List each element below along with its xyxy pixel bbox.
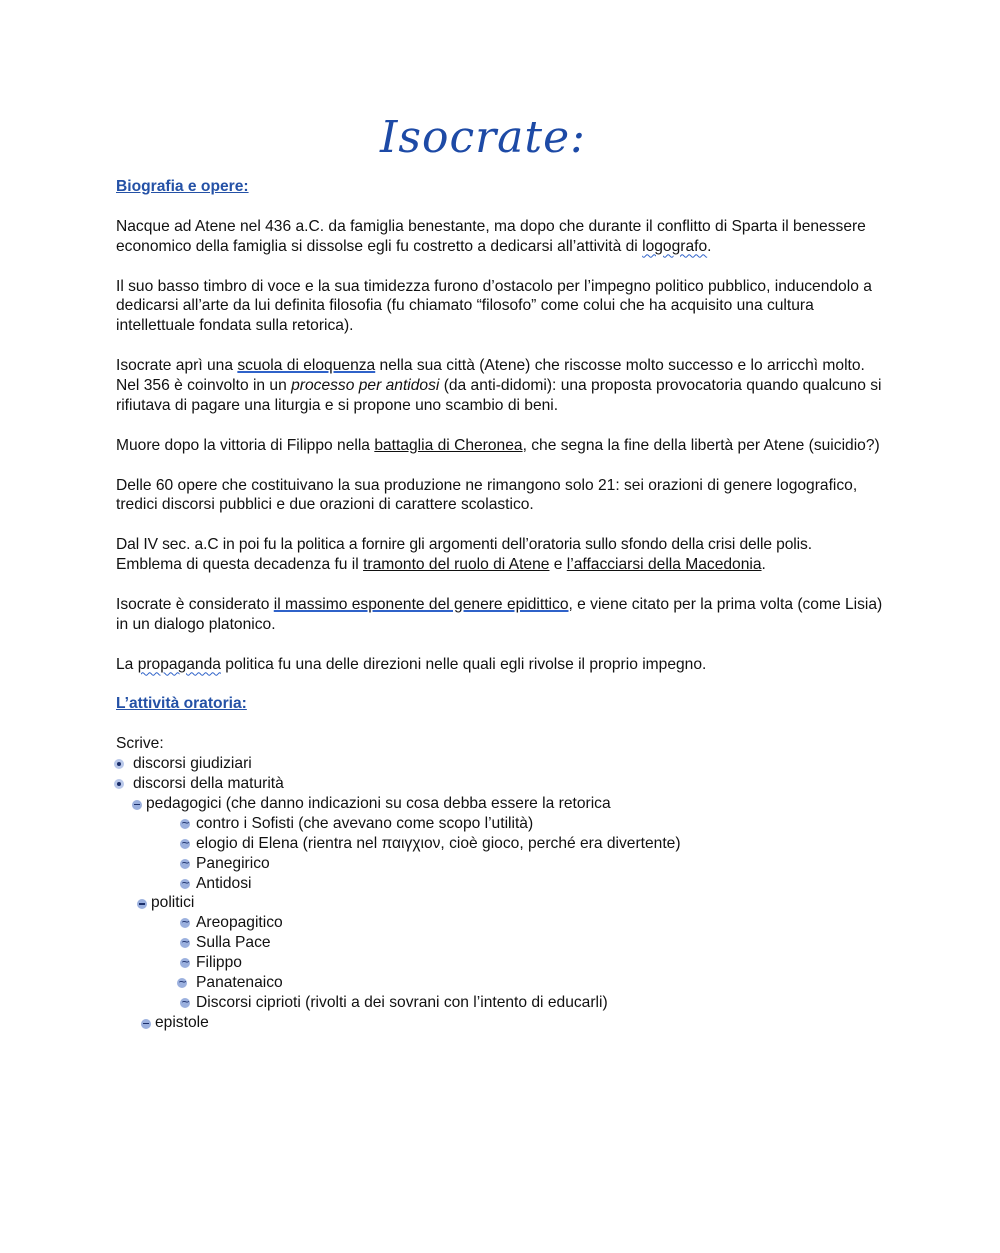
tilde-bullet-icon xyxy=(180,998,190,1008)
paragraph-voice: Il suo basso timbro di voce e la sua timidezza furono d’ostacolo per l’impegno politico pubblico, inducendolo a dedicarsi all’arte da lui definita filosofia (fu chiamato “filosofo” come colui che ha acquisito una cultura intellettuale fondata sulla retorica). xyxy=(116,277,872,335)
paragraph-antidosi: Nel 356 è coinvolto in un processo per antidosi (da anti-didomi): una proposta provocatoria quando qualcuno si rifiutava di pagare una liturgia e si propone uno scambio di beni. xyxy=(116,377,882,414)
underlined-scuola-di-eloquenza: scuola di eloquenza xyxy=(237,357,376,375)
list-item: ~ Panatenaico xyxy=(116,973,896,993)
tilde-bullet-icon xyxy=(180,938,190,948)
paragraph-epidittico: Isocrate è considerato il massimo esponente del genere epidittico, e viene citato per la prima volta (come Lisia) in un dialogo platonico. xyxy=(116,595,883,633)
tilde-bullet-icon xyxy=(180,958,190,968)
tilde-bullet-icon xyxy=(180,879,190,889)
paragraph-birth: Nacque ad Atene nel 436 a.C. da famiglia benestante, ma dopo che durante il conflitto di Sparta il benessere economico della famiglia si dissolse egli fu costretto a dedicarsi all’attività di logografo. xyxy=(116,217,866,255)
list-item: epistole xyxy=(116,1013,896,1033)
section-heading-biografia: Biografia e opere: xyxy=(116,178,249,195)
document-body xyxy=(116,177,896,1033)
paragraph-school: Isocrate aprì una scuola di eloquenza nella sua città (Atene) che riscosse molto successo e lo arricchì molto. xyxy=(116,357,865,375)
paragraph-propaganda: La propaganda politica fu una delle direzioni nelle quali egli rivolse il proprio impegno. xyxy=(116,655,707,673)
list-item: pedagogici (che danno indicazioni su cosa debba essere la retorica xyxy=(116,794,896,814)
list-item: discorsi giudiziari xyxy=(116,754,896,774)
page-title: Isocrate: xyxy=(380,112,586,163)
tilde-bullet-icon xyxy=(180,819,190,829)
underlined-massimo-esponente: il massimo esponente del genere epidittico xyxy=(273,595,569,613)
tilde-bullet-icon xyxy=(177,978,187,988)
list-item: discorsi della maturità xyxy=(116,774,896,794)
list-item: ~ Antidosi xyxy=(116,874,896,894)
list-item: ~ contro i Sofisti (che avevano come scopo l’utilità) xyxy=(116,814,896,834)
dash-bullet-icon xyxy=(141,1019,151,1029)
list-item: ~ Panegirico xyxy=(116,854,896,874)
bullet-icon xyxy=(114,779,124,789)
list-item: politici xyxy=(116,893,896,913)
list-item: ~ Areopagitico xyxy=(116,913,896,933)
bullet-icon xyxy=(114,759,124,769)
underlined-affacciarsi-macedonia: l’affacciarsi della Macedonia xyxy=(566,556,762,574)
list-item: ~ Sulla Pace xyxy=(116,933,896,953)
list-item: ~ Discorsi ciprioti (rivolti a dei sovrani con l’intento di educarli) xyxy=(116,993,896,1013)
spellcheck-word-propaganda: propaganda xyxy=(137,655,221,673)
italic-processo-per-antidosi: processo per antidosi xyxy=(291,377,440,395)
tilde-bullet-icon xyxy=(180,859,190,869)
paragraph-works: Delle 60 opere che costituivano la sua produzione ne rimangono solo 21: sei orazioni di genere logografico, tredici discorsi pubblici e due orazioni di carattere scolastico. xyxy=(116,476,858,514)
underlined-tramonto-atene: tramonto del ruolo di Atene xyxy=(363,556,550,574)
tilde-bullet-icon xyxy=(180,918,190,928)
list-item: ~ elogio di Elena (rientra nel παιγχιον, cioè gioco, perché era divertente) xyxy=(116,834,896,854)
list-item: ~ Filippo xyxy=(116,953,896,973)
paragraph-politics: Dal IV sec. a.C in poi fu la politica a fornire gli argomenti dell’oratoria sullo sfondo della crisi delle polis. xyxy=(116,536,812,554)
paragraph-decadence: Emblema di questa decadenza fu il tramonto del ruolo di Atene e l’affacciarsi della Macedonia. xyxy=(116,556,766,574)
section-heading-attivita-oratoria: L’attività oratoria: xyxy=(116,695,247,713)
dash-bullet-icon xyxy=(132,800,142,810)
spellcheck-word-logografo: logografo xyxy=(642,237,708,255)
underlined-battaglia-di-cheronea: battaglia di Cheronea xyxy=(374,436,523,454)
paragraph-death: Muore dopo la vittoria di Filippo nella battaglia di Cheronea, che segna la fine della libertà per Atene (suicidio?) xyxy=(116,436,880,454)
tilde-bullet-icon xyxy=(180,839,190,849)
dash-bullet-icon xyxy=(137,899,147,909)
list-intro: Scrive: xyxy=(116,735,164,753)
